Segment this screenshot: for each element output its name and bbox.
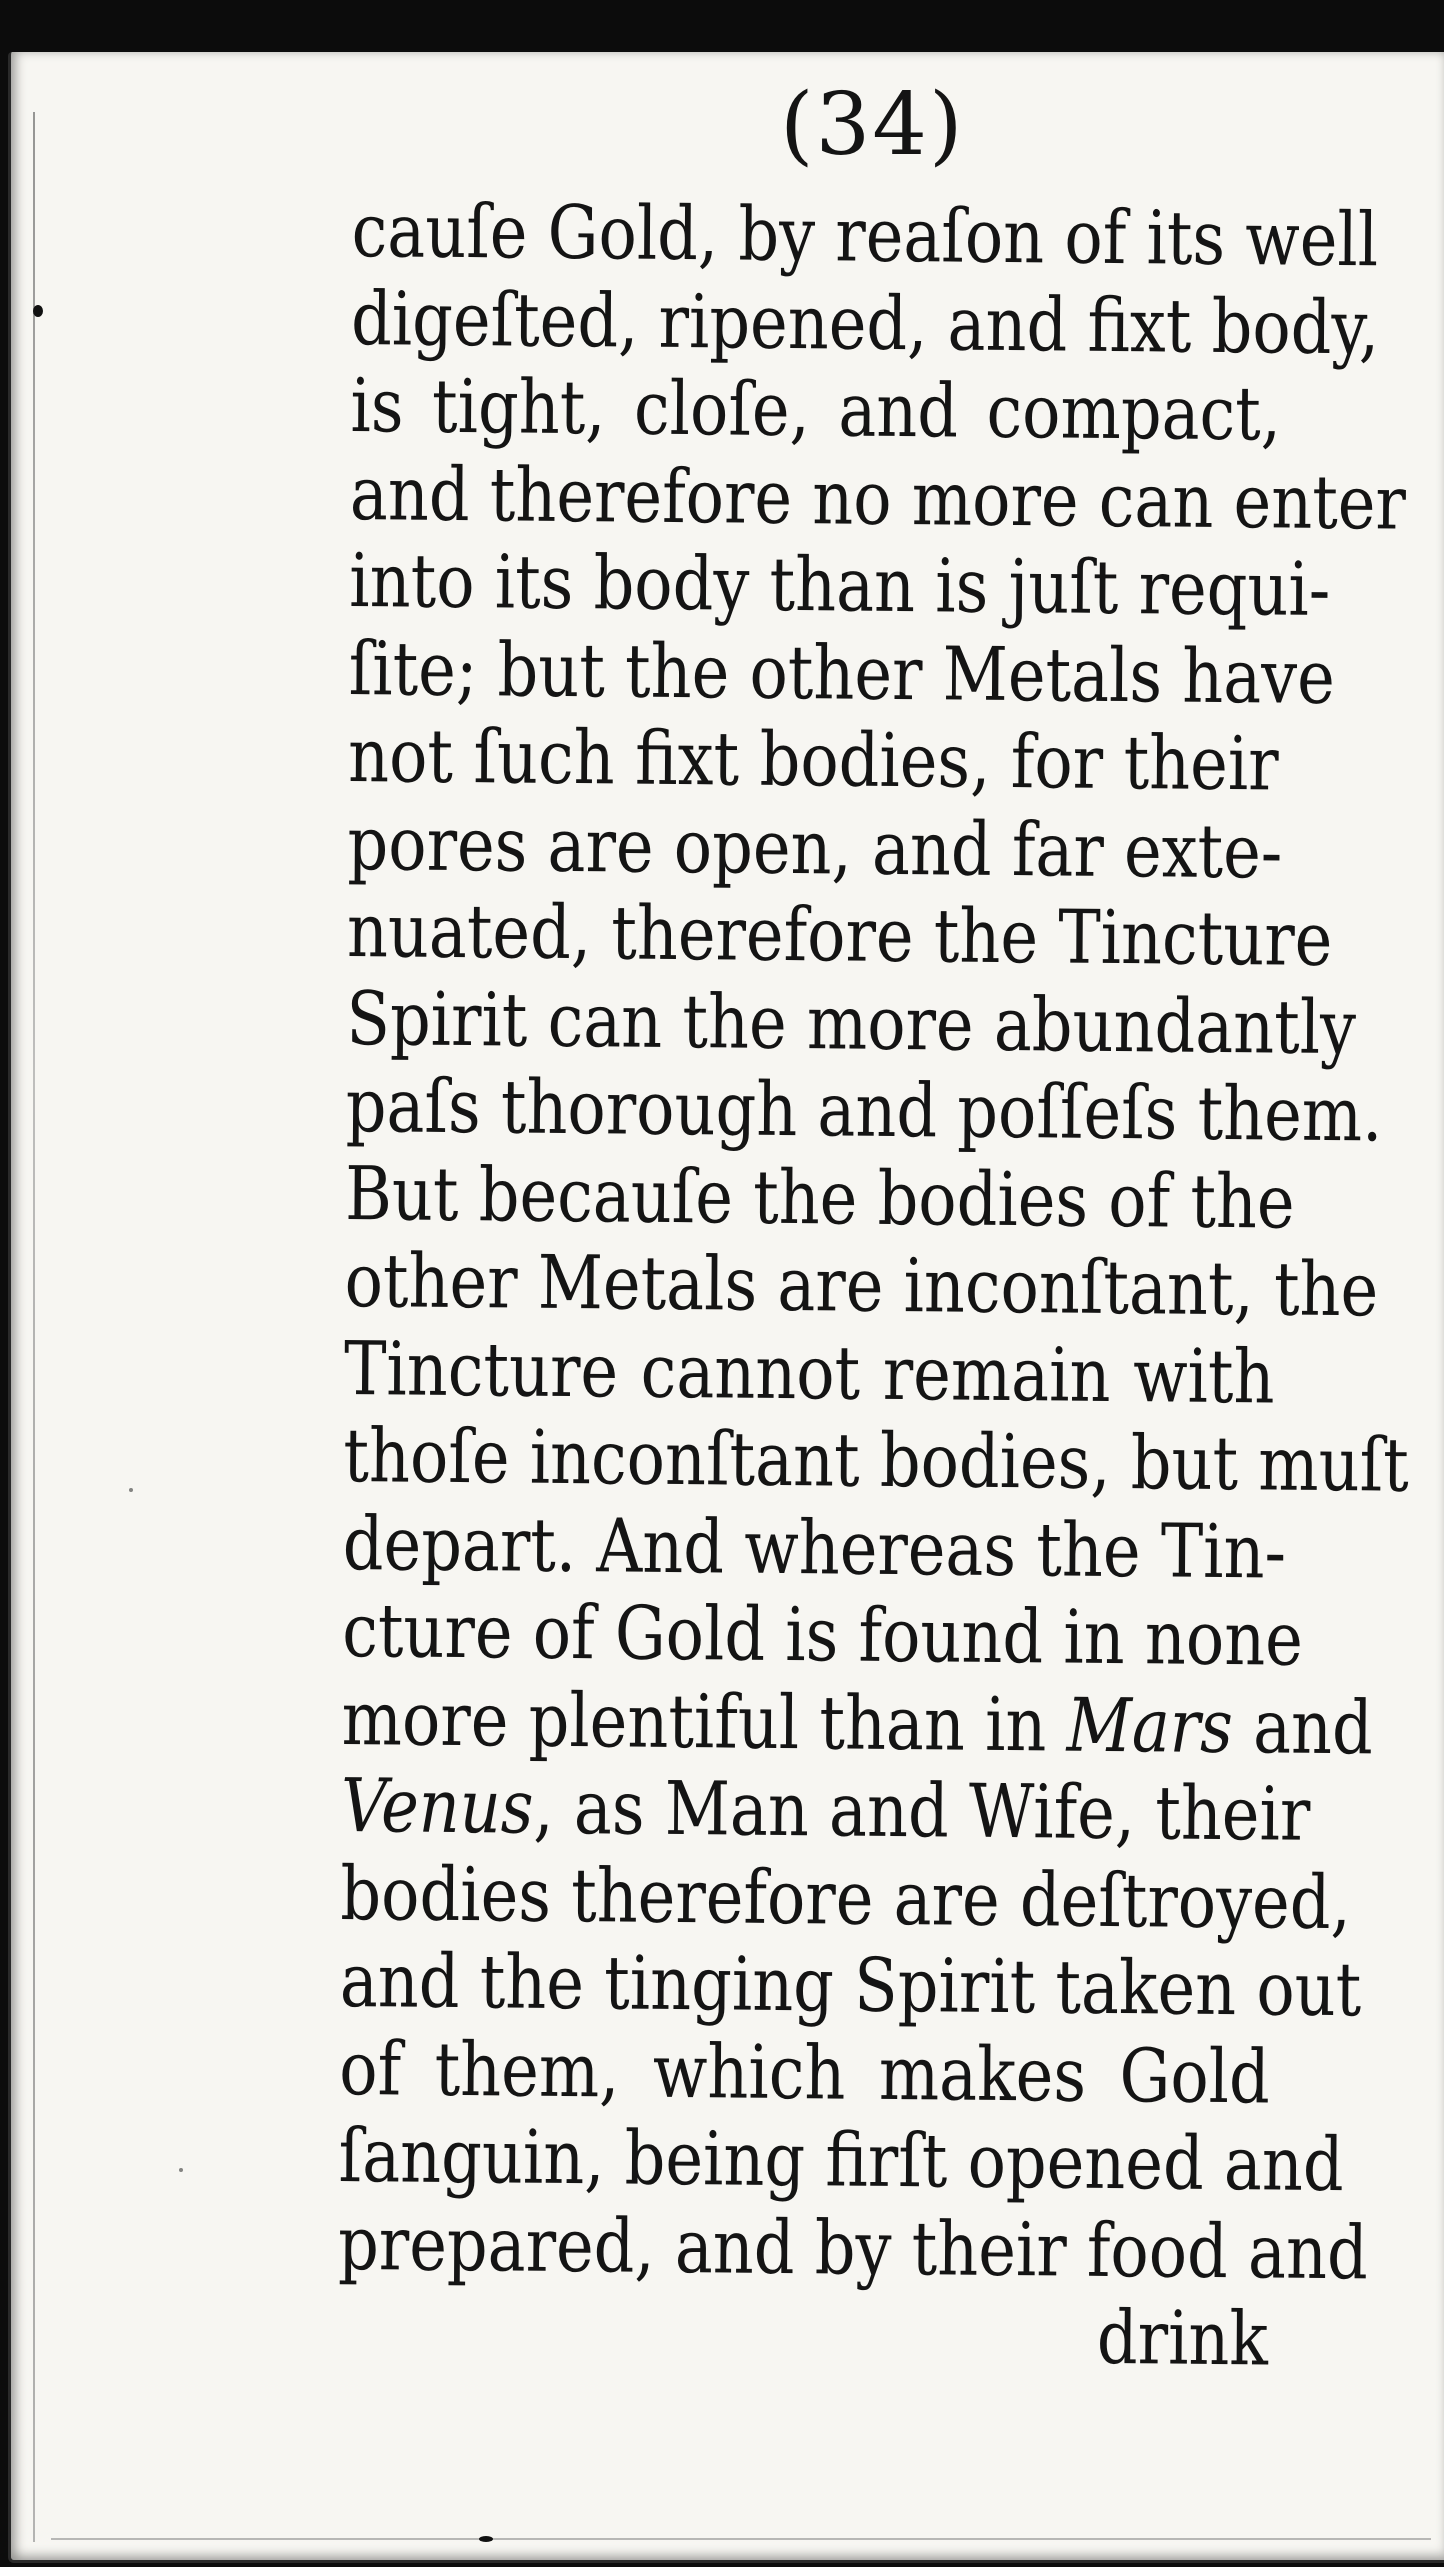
text-line bbox=[339, 1937, 1362, 2034]
text-segment: paſs thorough and poſſeſs them. bbox=[345, 1062, 1383, 1159]
page-gutter-edge bbox=[33, 112, 35, 2542]
text-line bbox=[340, 1850, 1352, 1946]
page-bottom-edge bbox=[51, 2538, 1431, 2540]
text-segment: depart. And whereas the Tin- bbox=[342, 1500, 1287, 1596]
text-line bbox=[348, 713, 1279, 809]
ink-speck bbox=[479, 2536, 493, 2542]
text-line bbox=[344, 1150, 1295, 1246]
text-segment: and therefore no more can enter bbox=[349, 450, 1407, 547]
text-segment: cture of Gold is found in none bbox=[341, 1587, 1304, 1683]
text-line bbox=[349, 450, 1407, 547]
text-line bbox=[337, 2288, 1268, 2384]
text-line bbox=[344, 1325, 1275, 1421]
text-line bbox=[341, 1587, 1304, 1684]
text-line bbox=[345, 1062, 1383, 1159]
ink-speck bbox=[129, 1488, 133, 1492]
text-segment: other Metals are inconſtant, the bbox=[344, 1237, 1379, 1334]
text-line bbox=[347, 800, 1283, 896]
text-line bbox=[350, 275, 1380, 371]
text-segment: digeſted, ripened, and fixt body, bbox=[350, 275, 1380, 371]
text-line bbox=[341, 1675, 1374, 1771]
text-line bbox=[349, 537, 1331, 634]
ink-speck bbox=[179, 2168, 183, 2172]
text-segment: pores are open, and far exte- bbox=[347, 800, 1283, 896]
text-line bbox=[351, 188, 1379, 284]
text-segment: nuated, therefore the Tincture bbox=[346, 887, 1333, 983]
text-segment: is tight, cloſe, and compact, bbox=[350, 362, 1282, 458]
text-segment: into its body than is juſt requi- bbox=[349, 537, 1331, 633]
body-text bbox=[337, 188, 1410, 2384]
text-segment: thoſe inconſtant bodies, but muſt bbox=[343, 1412, 1410, 1509]
text-line bbox=[346, 887, 1333, 984]
text-segment: of them, which makes Gold bbox=[339, 2025, 1271, 2120]
text-segment: drink bbox=[1096, 2294, 1269, 2383]
ink-speck bbox=[33, 305, 43, 317]
text-segment: more plentiful than in bbox=[341, 1675, 1067, 1769]
text-segment: cauſe Gold, by reaſon of its well bbox=[351, 188, 1379, 284]
text-segment: and the tinging Spirit taken out bbox=[339, 1937, 1362, 2034]
text-segment: bodies therefore are deſtroyed, bbox=[340, 1850, 1352, 1946]
text-segment: and bbox=[1232, 1683, 1374, 1771]
text-line bbox=[344, 1237, 1379, 1334]
text-line bbox=[342, 1500, 1287, 1596]
text-line bbox=[338, 2112, 1344, 2209]
text-segment: not ſuch fixt bodies, for their bbox=[347, 712, 1279, 808]
text-line bbox=[337, 2200, 1369, 2296]
text-segment: Tincture cannot remain with bbox=[343, 1325, 1275, 1420]
text-line bbox=[343, 1412, 1410, 1509]
text-line bbox=[348, 625, 1336, 721]
text-line bbox=[340, 1762, 1311, 1859]
text-segment: ſanguin, being firſt opened and bbox=[338, 2112, 1344, 2209]
italic-name: Venus bbox=[340, 1762, 534, 1851]
text-line bbox=[350, 363, 1281, 459]
text-line bbox=[339, 2025, 1270, 2121]
text-segment: But becauſe the bodies of the bbox=[344, 1150, 1295, 1246]
text-segment: ſite; but the other Metals have bbox=[348, 625, 1336, 721]
text-segment: Spirit can the more abundantly bbox=[346, 975, 1357, 1071]
italic-name: Mars bbox=[1066, 1682, 1234, 1770]
text-line bbox=[346, 975, 1357, 1071]
text-segment: prepared, and by their food and bbox=[337, 2200, 1369, 2296]
page-number: (34) bbox=[780, 75, 965, 175]
text-segment: , as Man and Wife, their bbox=[533, 1764, 1311, 1858]
